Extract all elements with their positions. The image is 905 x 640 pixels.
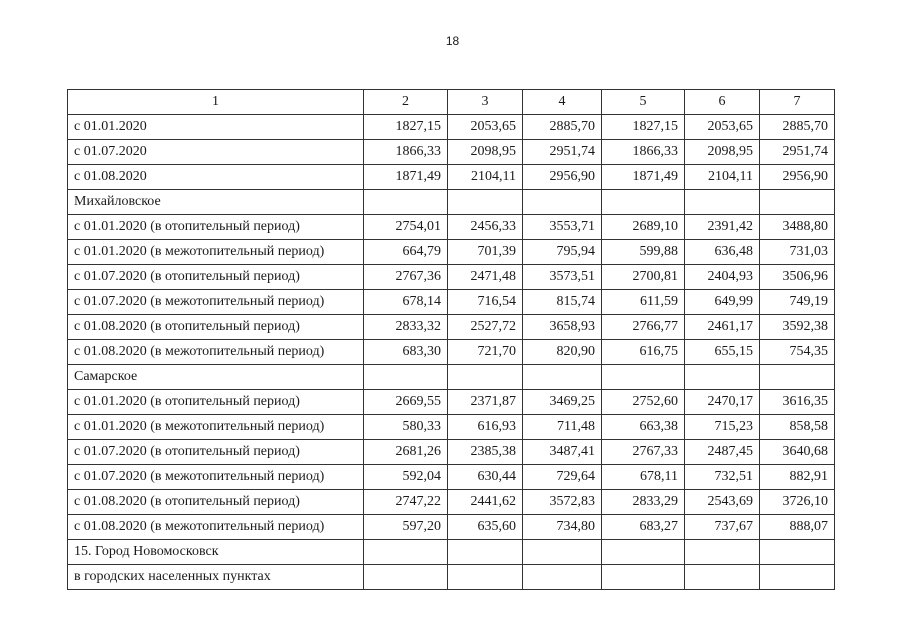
table-cell: 2104,11 [448,165,523,190]
table-cell: 2767,36 [364,265,448,290]
table-row [68,165,835,190]
table-cell: 734,80 [523,515,602,540]
table-cell: 2098,95 [448,140,523,165]
table-cell [448,540,523,565]
table-cell: 3726,10 [760,490,835,515]
table-cell: 3469,25 [523,390,602,415]
table-cell: 2098,95 [685,140,760,165]
table-cell: 663,38 [602,415,685,440]
table-cell: 2404,93 [685,265,760,290]
table-cell: 2471,48 [448,265,523,290]
table-cell [448,190,523,215]
table-row [68,415,835,440]
table-cell: 2543,69 [685,490,760,515]
row-label: с 01.01.2020 (в межотопительный период) [68,240,364,265]
table-cell: 2104,11 [685,165,760,190]
table-cell: 655,15 [685,340,760,365]
table-cell: 3592,38 [760,315,835,340]
table-cell: 2470,17 [685,390,760,415]
table-cell: 2385,38 [448,440,523,465]
table-cell [602,540,685,565]
row-label: с 01.08.2020 (в межотопительный период) [68,340,364,365]
row-label: Михайловское [68,190,364,215]
row-label: с 01.01.2020 [68,115,364,140]
table-cell: 731,03 [760,240,835,265]
column-header: 4 [523,90,602,115]
table-cell [685,190,760,215]
column-header: 5 [602,90,685,115]
table-body [68,90,835,590]
table-cell: 2956,90 [760,165,835,190]
table-cell: 3640,68 [760,440,835,465]
table-cell [523,540,602,565]
table-cell: 3658,93 [523,315,602,340]
table-cell: 616,75 [602,340,685,365]
table-cell: 636,48 [685,240,760,265]
table-cell: 664,79 [364,240,448,265]
table-cell: 580,33 [364,415,448,440]
table-cell: 1871,49 [364,165,448,190]
column-header: 7 [760,90,835,115]
row-label: Самарское [68,365,364,390]
table-cell: 815,74 [523,290,602,315]
table-cell: 2752,60 [602,390,685,415]
table-cell: 749,19 [760,290,835,315]
page-number: 18 [445,34,460,48]
row-label: с 01.08.2020 (в отопительный период) [68,490,364,515]
table-cell: 716,54 [448,290,523,315]
table-cell [602,365,685,390]
table-cell: 711,48 [523,415,602,440]
table-cell: 2885,70 [760,115,835,140]
table-row [68,265,835,290]
table-row [68,515,835,540]
table-row [68,190,835,215]
table-cell [760,190,835,215]
row-label: с 01.08.2020 (в отопительный период) [68,315,364,340]
table-cell: 1866,33 [364,140,448,165]
column-header: 3 [448,90,523,115]
table-cell: 2833,29 [602,490,685,515]
table-row [68,540,835,565]
table-cell [685,565,760,590]
table-cell: 754,35 [760,340,835,365]
table-cell: 2527,72 [448,315,523,340]
table-cell: 597,20 [364,515,448,540]
table-cell [523,190,602,215]
table-cell: 715,23 [685,415,760,440]
table-row [68,315,835,340]
table-cell [602,565,685,590]
table-cell: 3616,35 [760,390,835,415]
table-cell: 2461,17 [685,315,760,340]
table-row [68,490,835,515]
table-cell [448,365,523,390]
table-cell: 630,44 [448,465,523,490]
table-cell: 2053,65 [685,115,760,140]
table-cell [364,365,448,390]
table-cell: 611,59 [602,290,685,315]
table-cell: 2885,70 [523,115,602,140]
table-cell: 2956,90 [523,165,602,190]
column-header: 1 [68,90,364,115]
table-cell: 2053,65 [448,115,523,140]
table-row [68,340,835,365]
table-cell: 3506,96 [760,265,835,290]
table-cell: 683,27 [602,515,685,540]
table-cell: 683,30 [364,340,448,365]
table-cell: 3488,80 [760,215,835,240]
table-cell [364,190,448,215]
row-label: с 01.07.2020 [68,140,364,165]
table-cell: 2833,32 [364,315,448,340]
table-cell: 858,58 [760,415,835,440]
table-cell: 2487,45 [685,440,760,465]
table-cell: 649,99 [685,290,760,315]
table-cell [523,365,602,390]
header-row [68,90,835,115]
table-cell: 795,94 [523,240,602,265]
table-cell: 635,60 [448,515,523,540]
table-cell [760,540,835,565]
table-cell: 1871,49 [602,165,685,190]
table-cell: 2767,33 [602,440,685,465]
column-header: 6 [685,90,760,115]
table-row [68,240,835,265]
row-label: с 01.08.2020 (в межотопительный период) [68,515,364,540]
row-label: с 01.07.2020 (в межотопительный период) [68,290,364,315]
table-row [68,565,835,590]
table-cell: 2747,22 [364,490,448,515]
table-cell: 2766,77 [602,315,685,340]
table-cell [685,540,760,565]
table-cell [760,565,835,590]
row-label: с 01.07.2020 (в отопительный период) [68,265,364,290]
table-cell [364,565,448,590]
table-row [68,365,835,390]
table-cell: 729,64 [523,465,602,490]
table-cell: 2700,81 [602,265,685,290]
tariff-table [67,89,835,590]
table-cell: 592,04 [364,465,448,490]
row-label: с 01.08.2020 [68,165,364,190]
row-label: с 01.07.2020 (в отопительный период) [68,440,364,465]
row-label: с 01.01.2020 (в межотопительный период) [68,415,364,440]
table-cell: 1827,15 [602,115,685,140]
table-cell: 2669,55 [364,390,448,415]
column-header: 2 [364,90,448,115]
table-cell [602,190,685,215]
row-label: с 01.01.2020 (в отопительный период) [68,390,364,415]
table-cell: 2754,01 [364,215,448,240]
table-cell: 2456,33 [448,215,523,240]
table-cell: 3572,83 [523,490,602,515]
table-cell: 678,14 [364,290,448,315]
table-cell: 888,07 [760,515,835,540]
table-row [68,290,835,315]
row-label: 15. Город Новомосковск [68,540,364,565]
table-cell: 820,90 [523,340,602,365]
row-label: с 01.07.2020 (в межотопительный период) [68,465,364,490]
table-cell: 882,91 [760,465,835,490]
table-cell: 2951,74 [760,140,835,165]
table-row [68,115,835,140]
table-cell: 701,39 [448,240,523,265]
table-cell: 1827,15 [364,115,448,140]
table-cell [448,565,523,590]
table-row [68,390,835,415]
row-label: в городских населенных пунктах [68,565,364,590]
table-cell: 732,51 [685,465,760,490]
table-cell: 3553,71 [523,215,602,240]
table-cell: 3573,51 [523,265,602,290]
table-cell: 721,70 [448,340,523,365]
table-cell: 2951,74 [523,140,602,165]
table-cell: 2391,42 [685,215,760,240]
table-cell: 3487,41 [523,440,602,465]
table-cell: 2689,10 [602,215,685,240]
table-row [68,140,835,165]
table-cell: 2441,62 [448,490,523,515]
table-cell [760,365,835,390]
table-cell: 599,88 [602,240,685,265]
table-cell: 2371,87 [448,390,523,415]
table-cell: 616,93 [448,415,523,440]
table-cell [685,365,760,390]
table-row [68,215,835,240]
row-label: с 01.01.2020 (в отопительный период) [68,215,364,240]
table-cell: 737,67 [685,515,760,540]
table-cell [364,540,448,565]
table-row [68,440,835,465]
table-cell [523,565,602,590]
table-row [68,465,835,490]
table-cell: 2681,26 [364,440,448,465]
table-cell: 678,11 [602,465,685,490]
table-cell: 1866,33 [602,140,685,165]
